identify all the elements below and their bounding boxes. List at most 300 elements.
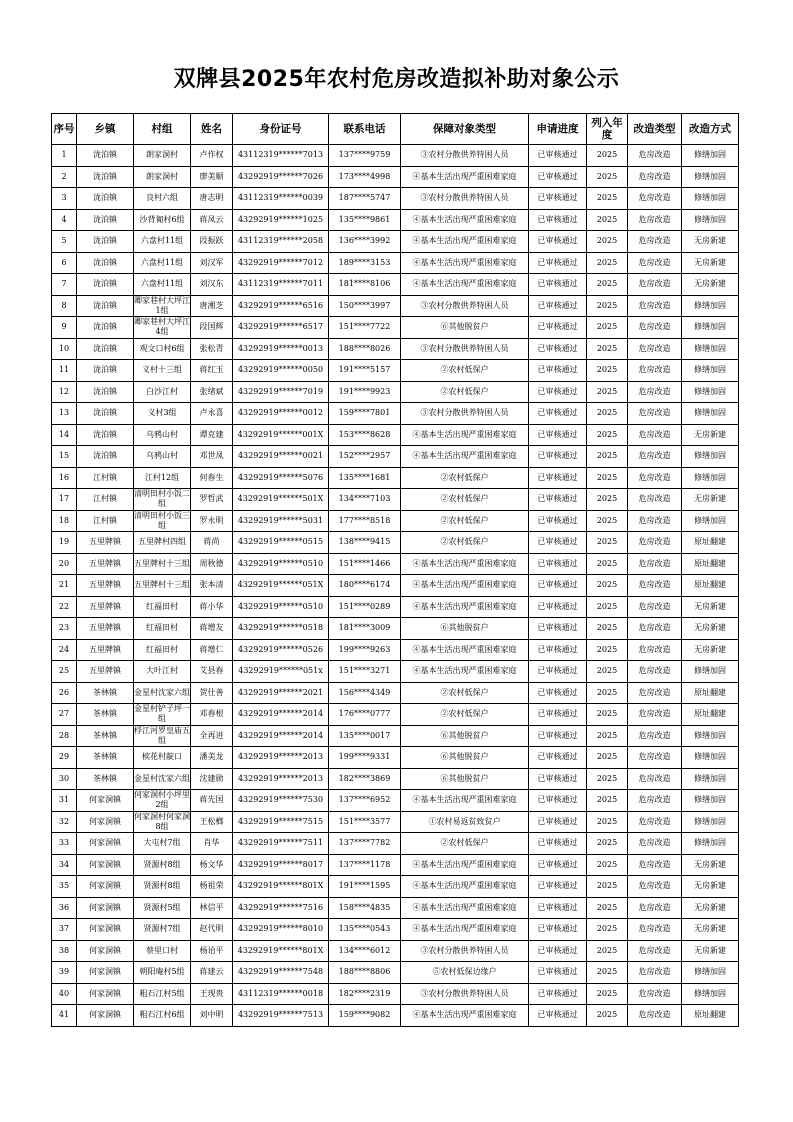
phone-cell: 152****2957 <box>329 446 401 468</box>
renovation-method-cell: 修缮加固 <box>682 381 739 403</box>
row-number-cell: 13 <box>52 403 77 425</box>
beneficiary-type-cell: ④基本生活出现严重困难家庭 <box>401 639 529 661</box>
application-status-cell: 已审核通过 <box>529 489 587 511</box>
renovation-method-cell: 修缮加固 <box>682 790 739 812</box>
renovation-method-cell: 无房新建 <box>682 618 739 640</box>
column-header: 姓名 <box>191 114 233 145</box>
beneficiary-type-cell: ④基本生活出现严重困难家庭 <box>401 897 529 919</box>
application-status-cell: 已审核通过 <box>529 446 587 468</box>
renovation-type-cell: 危房改造 <box>628 575 682 597</box>
beneficiary-type-cell: ④基本生活出现严重困难家庭 <box>401 575 529 597</box>
township-cell: 泷泊镇 <box>77 231 134 253</box>
phone-cell: 151****3271 <box>329 661 401 683</box>
id-number-cell: 43292919******051x <box>233 661 329 683</box>
application-status-cell: 已审核通过 <box>529 381 587 403</box>
renovation-method-cell: 修缮加固 <box>682 833 739 855</box>
subsidy-table <box>51 113 739 1027</box>
row-number-cell: 37 <box>52 919 77 941</box>
renovation-type-cell: 危房改造 <box>628 897 682 919</box>
year-cell: 2025 <box>587 489 628 511</box>
beneficiary-type-cell: ④基本生活出现严重困难家庭 <box>401 166 529 188</box>
township-cell: 泷泊镇 <box>77 166 134 188</box>
renovation-method-cell: 无房新建 <box>682 854 739 876</box>
beneficiary-type-cell: ①农村易返贫致贫户 <box>401 811 529 833</box>
name-cell: 艾县春 <box>191 661 233 683</box>
renovation-type-cell: 危房改造 <box>628 317 682 339</box>
column-header: 保障对象类型 <box>401 114 529 145</box>
renovation-method-cell: 修缮加固 <box>682 725 739 747</box>
year-cell: 2025 <box>587 145 628 167</box>
renovation-type-cell: 危房改造 <box>628 188 682 210</box>
year-cell: 2025 <box>587 274 628 296</box>
name-cell: 谭克建 <box>191 424 233 446</box>
table-row <box>52 940 739 962</box>
year-cell: 2025 <box>587 209 628 231</box>
application-status-cell: 已审核通过 <box>529 596 587 618</box>
renovation-method-cell: 修缮加固 <box>682 145 739 167</box>
table-row <box>52 854 739 876</box>
id-number-cell: 43292919******7515 <box>233 811 329 833</box>
renovation-method-cell: 无房新建 <box>682 274 739 296</box>
village-group-cell: 朗家洞村 <box>134 166 191 188</box>
renovation-method-cell: 修缮加固 <box>682 295 739 317</box>
renovation-method-cell: 无房新建 <box>682 489 739 511</box>
renovation-method-cell: 修缮加固 <box>682 209 739 231</box>
beneficiary-type-cell: ⑥其他脱贫户 <box>401 725 529 747</box>
name-cell: 唐湘芝 <box>191 295 233 317</box>
application-status-cell: 已审核通过 <box>529 467 587 489</box>
name-cell: 罗哲武 <box>191 489 233 511</box>
renovation-type-cell: 危房改造 <box>628 962 682 984</box>
phone-cell: 151****0289 <box>329 596 401 618</box>
village-group-cell: 金星村铲子坪一组 <box>134 704 190 724</box>
id-number-cell: 43292919******7012 <box>233 252 329 274</box>
id-number-cell: 43292919******2014 <box>233 725 329 747</box>
village-group-cell: 金星村沈家六组 <box>134 682 191 704</box>
township-cell: 泷泊镇 <box>77 188 134 210</box>
name-cell: 贺仕善 <box>191 682 233 704</box>
year-cell: 2025 <box>587 532 628 554</box>
renovation-method-cell: 原址翻建 <box>682 704 739 726</box>
name-cell: 张绪斌 <box>191 381 233 403</box>
village-group-cell: 贤源村5组 <box>134 897 191 919</box>
year-cell: 2025 <box>587 575 628 597</box>
renovation-type-cell: 危房改造 <box>628 661 682 683</box>
name-cell: 王松榔 <box>191 811 233 833</box>
renovation-type-cell: 危房改造 <box>628 682 682 704</box>
table-row <box>52 317 739 339</box>
phone-cell: 156****4349 <box>329 682 401 704</box>
id-number-cell: 43292919******801X <box>233 876 329 898</box>
table-row <box>52 231 739 253</box>
beneficiary-type-cell: ②农村低保户 <box>401 360 529 382</box>
phone-cell: 191****1595 <box>329 876 401 898</box>
page-title: 双牌县2025年农村危房改造拟补助对象公示 <box>173 67 620 92</box>
table-row <box>52 811 739 833</box>
phone-cell: 135****9861 <box>329 209 401 231</box>
year-cell: 2025 <box>587 768 628 790</box>
phone-cell: 187****5747 <box>329 188 401 210</box>
phone-cell: 173****4998 <box>329 166 401 188</box>
application-status-cell: 已审核通过 <box>529 510 587 532</box>
name-cell: 蒋小华 <box>191 596 233 618</box>
beneficiary-type-cell: ④基本生活出现严重困难家庭 <box>401 553 529 575</box>
township-cell: 泷泊镇 <box>77 209 134 231</box>
year-cell: 2025 <box>587 704 628 726</box>
application-status-cell: 已审核通过 <box>529 919 587 941</box>
township-cell: 何家洞镇 <box>77 897 134 919</box>
renovation-type-cell: 危房改造 <box>628 1005 682 1027</box>
township-cell: 何家洞镇 <box>77 833 134 855</box>
renovation-type-cell: 危房改造 <box>628 274 682 296</box>
renovation-type-cell: 危房改造 <box>628 489 682 511</box>
name-cell: 蒋增仁 <box>191 639 233 661</box>
beneficiary-type-cell: ④基本生活出现严重困难家庭 <box>401 446 529 468</box>
application-status-cell: 已审核通过 <box>529 424 587 446</box>
id-number-cell: 43292919******7530 <box>233 790 329 812</box>
table-row <box>52 360 739 382</box>
application-status-cell: 已审核通过 <box>529 747 587 769</box>
beneficiary-type-cell: ②农村低保户 <box>401 833 529 855</box>
id-number-cell: 43292919******501X <box>233 489 329 511</box>
row-number-cell: 30 <box>52 768 77 790</box>
village-group-cell: 金星村沈家六组 <box>134 768 191 790</box>
column-header: 改造方式 <box>682 114 739 145</box>
id-number-cell: 43292919******5076 <box>233 467 329 489</box>
row-number-cell: 40 <box>52 983 77 1005</box>
application-status-cell: 已审核通过 <box>529 897 587 919</box>
township-cell: 五里牌镇 <box>77 618 134 640</box>
renovation-type-cell: 危房改造 <box>628 467 682 489</box>
table-row <box>52 274 739 296</box>
row-number-cell: 20 <box>52 553 77 575</box>
row-number-cell: 15 <box>52 446 77 468</box>
phone-cell: 135****1681 <box>329 467 401 489</box>
table-row <box>52 553 739 575</box>
township-cell: 五里牌镇 <box>77 532 134 554</box>
renovation-method-cell: 无房新建 <box>682 897 739 919</box>
beneficiary-type-cell: ②农村低保户 <box>401 682 529 704</box>
renovation-method-cell: 修缮加固 <box>682 661 739 683</box>
application-status-cell: 已审核通过 <box>529 618 587 640</box>
phone-cell: 137****9759 <box>329 145 401 167</box>
row-number-cell: 6 <box>52 252 77 274</box>
renovation-method-cell: 修缮加固 <box>682 510 739 532</box>
renovation-method-cell: 无房新建 <box>682 424 739 446</box>
township-cell: 五里牌镇 <box>77 661 134 683</box>
phone-cell: 138****9415 <box>329 532 401 554</box>
renovation-method-cell: 无房新建 <box>682 919 739 941</box>
table-row <box>52 747 739 769</box>
id-number-cell: 43112319******7013 <box>233 145 329 167</box>
table-row <box>52 790 739 812</box>
township-cell: 何家洞镇 <box>77 1005 134 1027</box>
name-cell: 刘汉东 <box>191 274 233 296</box>
renovation-type-cell: 危房改造 <box>628 381 682 403</box>
renovation-method-cell: 修缮加固 <box>682 317 739 339</box>
renovation-method-cell: 无房新建 <box>682 876 739 898</box>
beneficiary-type-cell: ②农村低保户 <box>401 510 529 532</box>
village-group-cell: 卿家巷村大坪江1组 <box>134 295 190 315</box>
table-row <box>52 510 739 532</box>
name-cell: 林信平 <box>191 897 233 919</box>
phone-cell: 188****8026 <box>329 338 401 360</box>
column-header: 改造类型 <box>628 114 682 145</box>
beneficiary-type-cell: ②农村低保户 <box>401 467 529 489</box>
row-number-cell: 27 <box>52 704 77 726</box>
phone-cell: 151****1466 <box>329 553 401 575</box>
id-number-cell: 43292919******801X <box>233 940 329 962</box>
phone-cell: 188****8806 <box>329 962 401 984</box>
renovation-type-cell: 危房改造 <box>628 360 682 382</box>
application-status-cell: 已审核通过 <box>529 575 587 597</box>
township-cell: 泷泊镇 <box>77 403 134 425</box>
phone-cell: 150****3997 <box>329 295 401 317</box>
year-cell: 2025 <box>587 188 628 210</box>
row-number-cell: 19 <box>52 532 77 554</box>
name-cell: 罗永明 <box>191 510 233 532</box>
row-number-cell: 24 <box>52 639 77 661</box>
row-number-cell: 35 <box>52 876 77 898</box>
year-cell: 2025 <box>587 962 628 984</box>
name-cell: 杨诒平 <box>191 940 233 962</box>
phone-cell: 191****9923 <box>329 381 401 403</box>
village-group-cell: 五里牌村十三组 <box>134 553 191 575</box>
name-cell: 何春生 <box>191 467 233 489</box>
renovation-method-cell: 修缮加固 <box>682 403 739 425</box>
beneficiary-type-cell: ④基本生活出现严重困难家庭 <box>401 876 529 898</box>
beneficiary-type-cell: ③农村分散供养特困人员 <box>401 145 529 167</box>
renovation-type-cell: 危房改造 <box>628 618 682 640</box>
year-cell: 2025 <box>587 639 628 661</box>
township-cell: 五里牌镇 <box>77 575 134 597</box>
name-cell: 邓世凤 <box>191 446 233 468</box>
row-number-cell: 38 <box>52 940 77 962</box>
table-row <box>52 962 739 984</box>
renovation-method-cell: 修缮加固 <box>682 467 739 489</box>
renovation-method-cell: 修缮加固 <box>682 983 739 1005</box>
renovation-method-cell: 无房新建 <box>682 940 739 962</box>
renovation-type-cell: 危房改造 <box>628 704 682 726</box>
row-number-cell: 9 <box>52 317 77 339</box>
table-row <box>52 403 739 425</box>
renovation-type-cell: 危房改造 <box>628 403 682 425</box>
renovation-method-cell: 修缮加固 <box>682 768 739 790</box>
renovation-type-cell: 危房改造 <box>628 295 682 317</box>
row-number-cell: 25 <box>52 661 77 683</box>
application-status-cell: 已审核通过 <box>529 811 587 833</box>
renovation-type-cell: 危房改造 <box>628 532 682 554</box>
renovation-method-cell: 修缮加固 <box>682 360 739 382</box>
village-group-cell: 清明田村小饭三组 <box>134 510 190 530</box>
column-header: 村组 <box>134 114 191 145</box>
renovation-type-cell: 危房改造 <box>628 510 682 532</box>
name-cell: 卢永喜 <box>191 403 233 425</box>
beneficiary-type-cell: ④基本生活出现严重困难家庭 <box>401 231 529 253</box>
renovation-type-cell: 危房改造 <box>628 790 682 812</box>
year-cell: 2025 <box>587 252 628 274</box>
id-number-cell: 43292919******0021 <box>233 446 329 468</box>
name-cell: 赵代明 <box>191 919 233 941</box>
name-cell: 杨文华 <box>191 854 233 876</box>
name-cell: 刘中明 <box>191 1005 233 1027</box>
application-status-cell: 已审核通过 <box>529 317 587 339</box>
year-cell: 2025 <box>587 510 628 532</box>
renovation-method-cell: 无房新建 <box>682 231 739 253</box>
name-cell: 沈建勋 <box>191 768 233 790</box>
phone-cell: 134****7103 <box>329 489 401 511</box>
application-status-cell: 已审核通过 <box>529 338 587 360</box>
row-number-cell: 32 <box>52 811 77 833</box>
renovation-method-cell: 修缮加固 <box>682 166 739 188</box>
beneficiary-type-cell: ④基本生活出现严重困难家庭 <box>401 274 529 296</box>
year-cell: 2025 <box>587 446 628 468</box>
year-cell: 2025 <box>587 1005 628 1027</box>
township-cell: 泷泊镇 <box>77 295 134 317</box>
name-cell: 蒋凤云 <box>191 209 233 231</box>
table-row <box>52 381 739 403</box>
column-header: 序号 <box>52 114 77 145</box>
township-cell: 茶林镇 <box>77 704 134 726</box>
beneficiary-type-cell: ④基本生活出现严重困难家庭 <box>401 854 529 876</box>
application-status-cell: 已审核通过 <box>529 166 587 188</box>
village-group-cell: 大叶江村 <box>134 661 191 683</box>
table-row <box>52 618 739 640</box>
village-group-cell: 六盘村11组 <box>134 252 191 274</box>
application-status-cell: 已审核通过 <box>529 553 587 575</box>
table-row <box>52 661 739 683</box>
phone-cell: 181****8106 <box>329 274 401 296</box>
year-cell: 2025 <box>587 231 628 253</box>
table-row <box>52 209 739 231</box>
id-number-cell: 43292919******0050 <box>233 360 329 382</box>
township-cell: 五里牌镇 <box>77 553 134 575</box>
renovation-method-cell: 无房新建 <box>682 596 739 618</box>
village-group-cell: 贤源村8组 <box>134 854 191 876</box>
name-cell: 肖华 <box>191 833 233 855</box>
row-number-cell: 29 <box>52 747 77 769</box>
beneficiary-type-cell: ④基本生活出现严重困难家庭 <box>401 252 529 274</box>
id-number-cell: 43112319******2058 <box>233 231 329 253</box>
application-status-cell: 已审核通过 <box>529 639 587 661</box>
year-cell: 2025 <box>587 790 628 812</box>
village-group-cell: 何家洞村小坪里2组 <box>134 790 190 810</box>
application-status-cell: 已审核通过 <box>529 295 587 317</box>
row-number-cell: 22 <box>52 596 77 618</box>
id-number-cell: 43112319******7011 <box>233 274 329 296</box>
id-number-cell: 43292919******1025 <box>233 209 329 231</box>
application-status-cell: 已审核通过 <box>529 252 587 274</box>
year-cell: 2025 <box>587 166 628 188</box>
township-cell: 五里牌镇 <box>77 639 134 661</box>
renovation-type-cell: 危房改造 <box>628 424 682 446</box>
phone-cell: 153****8628 <box>329 424 401 446</box>
id-number-cell: 43112319******0039 <box>233 188 329 210</box>
village-group-cell: 桴江河罗皇庙五组 <box>134 725 190 745</box>
beneficiary-type-cell: ⑤农村低保边缘户 <box>401 962 529 984</box>
year-cell: 2025 <box>587 811 628 833</box>
renovation-type-cell: 危房改造 <box>628 231 682 253</box>
application-status-cell: 已审核通过 <box>529 1005 587 1027</box>
id-number-cell: 43292919******7511 <box>233 833 329 855</box>
application-status-cell: 已审核通过 <box>529 360 587 382</box>
application-status-cell: 已审核通过 <box>529 833 587 855</box>
phone-cell: 191****5157 <box>329 360 401 382</box>
township-cell: 茶林镇 <box>77 682 134 704</box>
renovation-method-cell: 修缮加固 <box>682 962 739 984</box>
application-status-cell: 已审核通过 <box>529 403 587 425</box>
township-cell: 何家洞镇 <box>77 790 134 812</box>
phone-cell: 137****1178 <box>329 854 401 876</box>
name-cell: 王现贵 <box>191 983 233 1005</box>
application-status-cell: 已审核通过 <box>529 983 587 1005</box>
name-cell: 蒋尚 <box>191 532 233 554</box>
renovation-type-cell: 危房改造 <box>628 940 682 962</box>
village-group-cell: 朗家洞村 <box>134 145 191 167</box>
id-number-cell: 43292919******0510 <box>233 596 329 618</box>
id-number-cell: 43112319******0018 <box>233 983 329 1005</box>
application-status-cell: 已审核通过 <box>529 231 587 253</box>
village-group-cell: 乌鸦山村 <box>134 424 191 446</box>
year-cell: 2025 <box>587 618 628 640</box>
table-row <box>52 704 739 726</box>
table-row <box>52 876 739 898</box>
application-status-cell: 已审核通过 <box>529 940 587 962</box>
application-status-cell: 已审核通过 <box>529 188 587 210</box>
township-cell: 茶林镇 <box>77 768 134 790</box>
year-cell: 2025 <box>587 317 628 339</box>
township-cell: 茶林镇 <box>77 725 134 747</box>
beneficiary-type-cell: ④基本生活出现严重困难家庭 <box>401 596 529 618</box>
table-row <box>52 252 739 274</box>
table-row <box>52 897 739 919</box>
renovation-type-cell: 危房改造 <box>628 983 682 1005</box>
id-number-cell: 43292919******2014 <box>233 704 329 726</box>
township-cell: 五里牌镇 <box>77 596 134 618</box>
id-number-cell: 43292919******0013 <box>233 338 329 360</box>
village-group-cell: 义村十三组 <box>134 360 191 382</box>
township-cell: 何家洞镇 <box>77 940 134 962</box>
year-cell: 2025 <box>587 833 628 855</box>
beneficiary-type-cell: ⑥其他脱贫户 <box>401 618 529 640</box>
year-cell: 2025 <box>587 596 628 618</box>
village-group-cell: 蔡里口村 <box>134 940 191 962</box>
application-status-cell: 已审核通过 <box>529 274 587 296</box>
year-cell: 2025 <box>587 940 628 962</box>
beneficiary-type-cell: ④基本生活出现严重困难家庭 <box>401 1005 529 1027</box>
column-header: 身份证号 <box>233 114 329 145</box>
row-number-cell: 16 <box>52 467 77 489</box>
village-group-cell: 白沙江村 <box>134 381 191 403</box>
renovation-method-cell: 修缮加固 <box>682 811 739 833</box>
beneficiary-type-cell: ③农村分散供养特困人员 <box>401 295 529 317</box>
phone-cell: 159****7801 <box>329 403 401 425</box>
name-cell: 段国辉 <box>191 317 233 339</box>
table-row <box>52 295 739 317</box>
village-group-cell: 卿家巷村大坪江4组 <box>134 317 190 337</box>
beneficiary-type-cell: ⑥其他脱贫户 <box>401 317 529 339</box>
township-cell: 泷泊镇 <box>77 360 134 382</box>
row-number-cell: 8 <box>52 295 77 317</box>
renovation-type-cell: 危房改造 <box>628 553 682 575</box>
row-number-cell: 1 <box>52 145 77 167</box>
name-cell: 邓春根 <box>191 704 233 726</box>
name-cell: 段振跃 <box>191 231 233 253</box>
township-cell: 何家洞镇 <box>77 919 134 941</box>
id-number-cell: 43292919******7516 <box>233 897 329 919</box>
table-row <box>52 446 739 468</box>
phone-cell: 177****8518 <box>329 510 401 532</box>
